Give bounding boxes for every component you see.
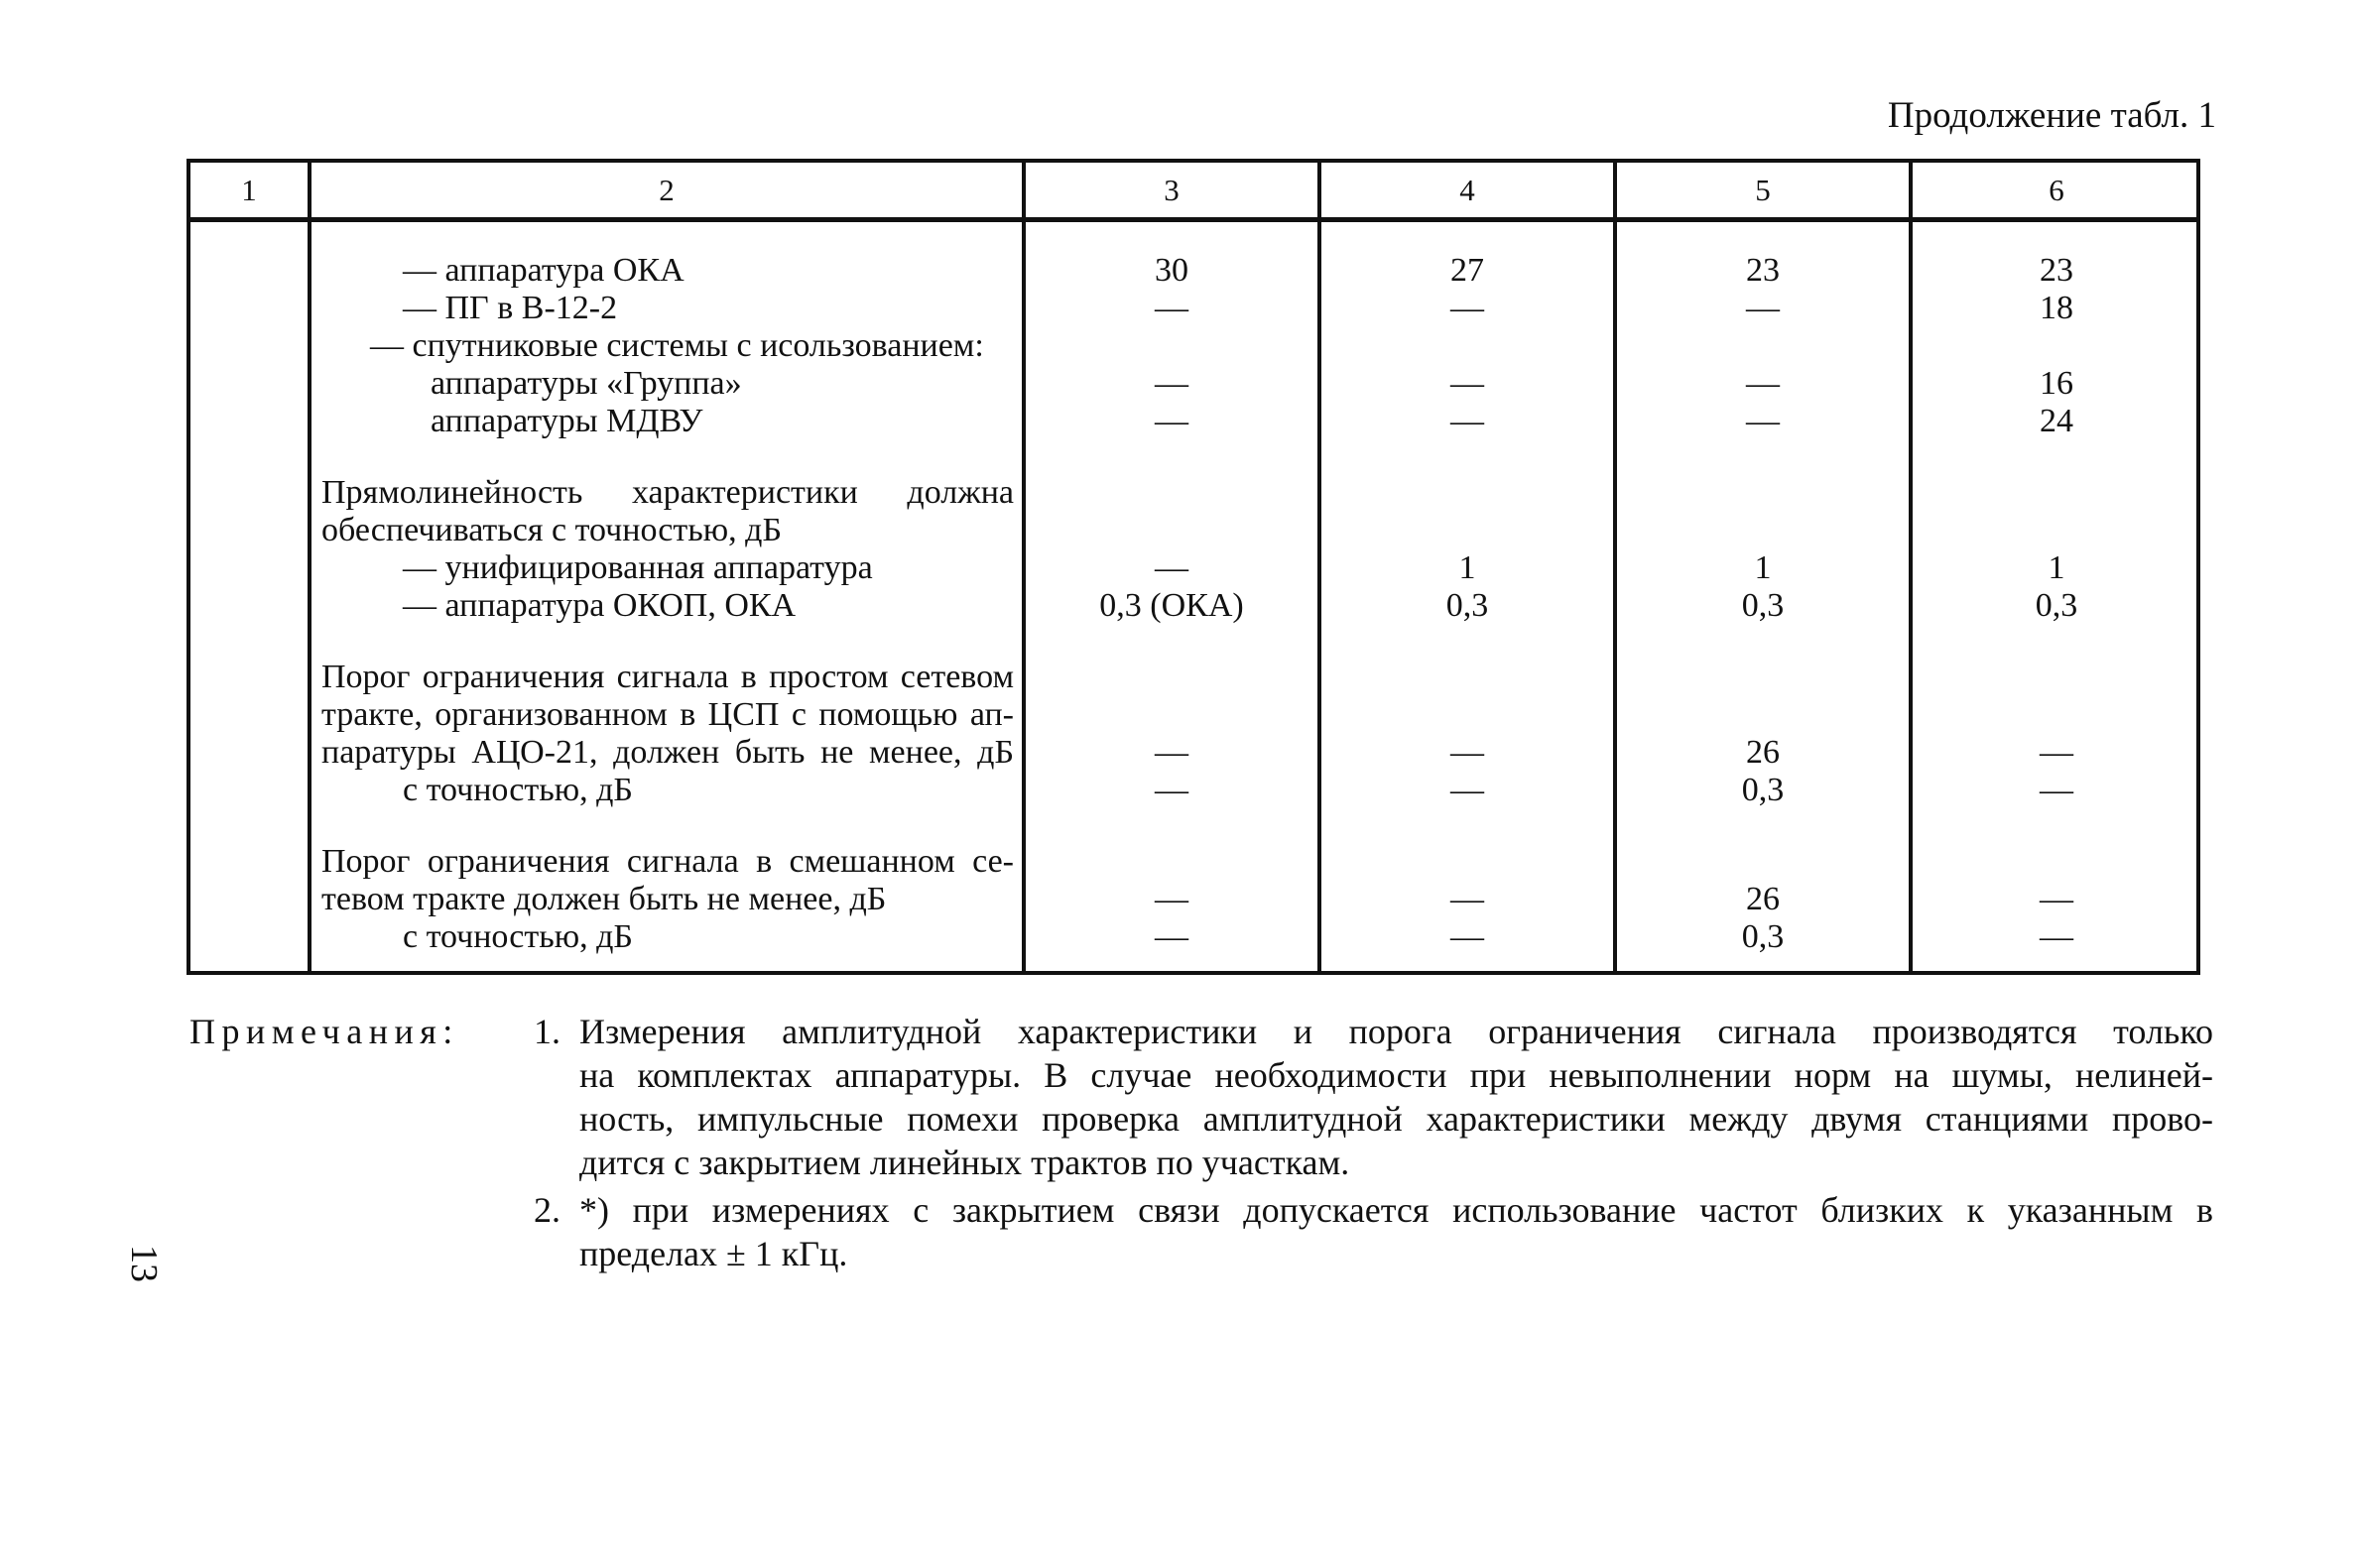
row-value-c6: — bbox=[2040, 772, 2073, 808]
spacer bbox=[1026, 222, 1317, 252]
row-value-c3: — bbox=[1155, 365, 1188, 402]
row-value-c6 bbox=[1913, 843, 2200, 881]
row-value-c5: — bbox=[1746, 290, 1780, 326]
spacer bbox=[1321, 222, 1613, 252]
row-description: с точностью, дБ bbox=[403, 918, 633, 955]
note-number: 2. bbox=[534, 1190, 560, 1230]
row-value-c4 bbox=[1321, 327, 1613, 365]
row-value-c6 bbox=[1913, 659, 2200, 696]
spacer bbox=[321, 222, 1022, 252]
spacer bbox=[1617, 440, 1909, 474]
row-value-c4 bbox=[1321, 474, 1613, 512]
values-column-6 bbox=[1913, 222, 2200, 956]
row-value-c5: 0,3 bbox=[1741, 587, 1785, 624]
notes-label: Примечания: bbox=[189, 1012, 459, 1051]
row-description: Прямолинейность характеристики должна bbox=[321, 474, 1014, 511]
spacer bbox=[1617, 625, 1909, 659]
row-value-c6 bbox=[1913, 696, 2200, 734]
row-value-c4: — bbox=[1450, 290, 1484, 326]
row-value-c6: 0,3 bbox=[2035, 587, 2078, 624]
spacer bbox=[1321, 625, 1613, 659]
row-value-c5 bbox=[1617, 327, 1909, 365]
spec-table bbox=[187, 159, 2200, 975]
row-value-c5: 26 bbox=[1746, 734, 1780, 771]
row-value-c6 bbox=[1913, 512, 2200, 549]
row-value-c3: — bbox=[1155, 772, 1188, 808]
row-value-c5 bbox=[1617, 474, 1909, 512]
row-value-c3: — bbox=[1155, 549, 1188, 586]
row-value-c3: — bbox=[1155, 734, 1188, 771]
table-body-row bbox=[190, 220, 2200, 972]
row-value-c4: — bbox=[1450, 403, 1484, 439]
row-value-c3: — bbox=[1155, 918, 1188, 955]
row-value-c6: 1 bbox=[2048, 549, 2065, 586]
row-value-c5 bbox=[1617, 843, 1909, 881]
row-value-c3 bbox=[1026, 512, 1317, 549]
page-number: 13 bbox=[123, 1245, 165, 1282]
row-description: тракте, организованном в ЦСП с помощью ап- bbox=[321, 696, 1014, 733]
row-value-c6: — bbox=[2040, 881, 2073, 917]
row-description: аппаратуры «Группа» bbox=[431, 365, 742, 402]
row-value-c6: 24 bbox=[2040, 403, 2073, 439]
column-1-cell bbox=[190, 220, 310, 972]
row-value-c4: — bbox=[1450, 918, 1484, 955]
row-value-c3 bbox=[1026, 474, 1317, 512]
column-2-cell bbox=[310, 220, 1024, 972]
row-value-c4: — bbox=[1450, 881, 1484, 917]
row-value-c5: 0,3 bbox=[1741, 918, 1785, 955]
values-column-4 bbox=[1321, 222, 1613, 956]
row-description: — спутниковые системы с исользованием: bbox=[370, 327, 984, 364]
note-line: ность, импульсные помехи проверка амплитудной характеристики между двумя станциями прово- bbox=[579, 1099, 2213, 1139]
note-line: дится с закрытием линейных трактов по участкам. bbox=[579, 1143, 1350, 1182]
row-value-c5 bbox=[1617, 659, 1909, 696]
values-column-3 bbox=[1026, 222, 1317, 956]
row-value-c4 bbox=[1321, 843, 1613, 881]
spacer bbox=[321, 809, 1022, 843]
spacer bbox=[1913, 809, 2200, 843]
row-value-c3: 30 bbox=[1155, 252, 1188, 289]
row-value-c6: 16 bbox=[2040, 365, 2073, 402]
spacer bbox=[1617, 222, 1909, 252]
row-value-c3 bbox=[1026, 843, 1317, 881]
spacer bbox=[1321, 809, 1613, 843]
row-value-c4 bbox=[1321, 696, 1613, 734]
note-line: на комплектах аппаратуры. В случае необходимости при невыполнении норм на шумы, нелиней- bbox=[579, 1055, 2213, 1095]
row-description: аппаратуры МДВУ bbox=[431, 403, 703, 439]
row-description: — аппаратура ОКОП, ОКА bbox=[403, 587, 797, 624]
row-value-c6: — bbox=[2040, 918, 2073, 955]
row-value-c4 bbox=[1321, 659, 1613, 696]
row-value-c5: 0,3 bbox=[1741, 772, 1785, 808]
row-value-c4: 27 bbox=[1450, 252, 1484, 289]
spacer bbox=[321, 625, 1022, 659]
row-value-c3 bbox=[1026, 659, 1317, 696]
note-line: *) при измерениях с закрытием связи допускается использование частот близких к указанным в bbox=[579, 1190, 2213, 1230]
spacer bbox=[1913, 625, 2200, 659]
row-value-c5: 26 bbox=[1746, 881, 1780, 917]
note-line: пределах ± 1 кГц. bbox=[579, 1234, 848, 1273]
row-value-c5: 23 bbox=[1746, 252, 1780, 289]
column-header-2: 2 bbox=[310, 163, 1024, 220]
row-value-c3: — bbox=[1155, 403, 1188, 439]
row-value-c3 bbox=[1026, 696, 1317, 734]
row-value-c4 bbox=[1321, 512, 1613, 549]
row-value-c3: — bbox=[1155, 290, 1188, 326]
row-description: — унифицированная аппаратура bbox=[403, 549, 873, 586]
spacer bbox=[1913, 440, 2200, 474]
spacer bbox=[1321, 440, 1613, 474]
row-value-c4: — bbox=[1450, 734, 1484, 771]
row-value-c4: — bbox=[1450, 772, 1484, 808]
row-value-c4: 0,3 bbox=[1445, 587, 1489, 624]
spacer bbox=[1913, 222, 2200, 252]
row-value-c6: 18 bbox=[2040, 290, 2073, 326]
row-description: Порог ограничения сигнала в смешанном се- bbox=[321, 843, 1014, 880]
row-description: с точностью, дБ bbox=[403, 772, 633, 808]
row-value-c5: — bbox=[1746, 403, 1780, 439]
row-value-c5: 1 bbox=[1754, 549, 1772, 586]
spacer bbox=[1026, 625, 1317, 659]
column-header-3: 3 bbox=[1024, 163, 1319, 220]
values-column-5 bbox=[1617, 222, 1909, 956]
table-header-row bbox=[190, 163, 2200, 220]
spec-table-grid bbox=[190, 163, 2200, 971]
note-number: 1. bbox=[534, 1012, 560, 1051]
column-6-cell bbox=[1911, 220, 2200, 972]
row-description: тевом тракте должен быть не менее, дБ bbox=[321, 881, 887, 917]
row-value-c4: 1 bbox=[1458, 549, 1476, 586]
column-3-cell bbox=[1024, 220, 1319, 972]
row-value-c5 bbox=[1617, 696, 1909, 734]
column-5-cell bbox=[1615, 220, 1911, 972]
row-value-c5: — bbox=[1746, 365, 1780, 402]
row-description: — аппаратура ОКА bbox=[403, 252, 685, 289]
row-description: обеспечиваться с точностью, дБ bbox=[321, 512, 782, 548]
column-header-5: 5 bbox=[1615, 163, 1911, 220]
row-value-c6: — bbox=[2040, 734, 2073, 771]
continuation-label: Продолжение табл. 1 bbox=[1887, 95, 2216, 136]
row-value-c5 bbox=[1617, 512, 1909, 549]
row-value-c6: 23 bbox=[2040, 252, 2073, 289]
spacer bbox=[1026, 440, 1317, 474]
column-header-6: 6 bbox=[1911, 163, 2200, 220]
row-value-c3: — bbox=[1155, 881, 1188, 917]
row-description: паратуры АЦО-21, должен быть не менее, дБ bbox=[321, 734, 1014, 771]
spacer bbox=[1026, 809, 1317, 843]
spacer bbox=[321, 440, 1022, 474]
description-column bbox=[311, 222, 1022, 956]
row-value-c6 bbox=[1913, 327, 2200, 365]
notes-section bbox=[189, 1010, 2213, 1275]
row-description: Порог ограничения сигнала в простом сетевом bbox=[321, 659, 1014, 695]
note-item-2 bbox=[189, 1188, 2213, 1275]
note-item-1 bbox=[189, 1010, 2213, 1184]
column-4-cell bbox=[1319, 220, 1615, 972]
row-description: — ПГ в В-12-2 bbox=[403, 290, 618, 326]
column-header-1: 1 bbox=[190, 163, 310, 220]
row-value-c4: — bbox=[1450, 365, 1484, 402]
row-value-c3: 0,3 (ОКА) bbox=[1099, 587, 1244, 624]
note-line: Измерения амплитудной характеристики и порога ограничения сигнала производятся только bbox=[579, 1012, 2213, 1051]
column-header-4: 4 bbox=[1319, 163, 1615, 220]
spacer bbox=[1617, 809, 1909, 843]
row-value-c3 bbox=[1026, 327, 1317, 365]
row-value-c6 bbox=[1913, 474, 2200, 512]
